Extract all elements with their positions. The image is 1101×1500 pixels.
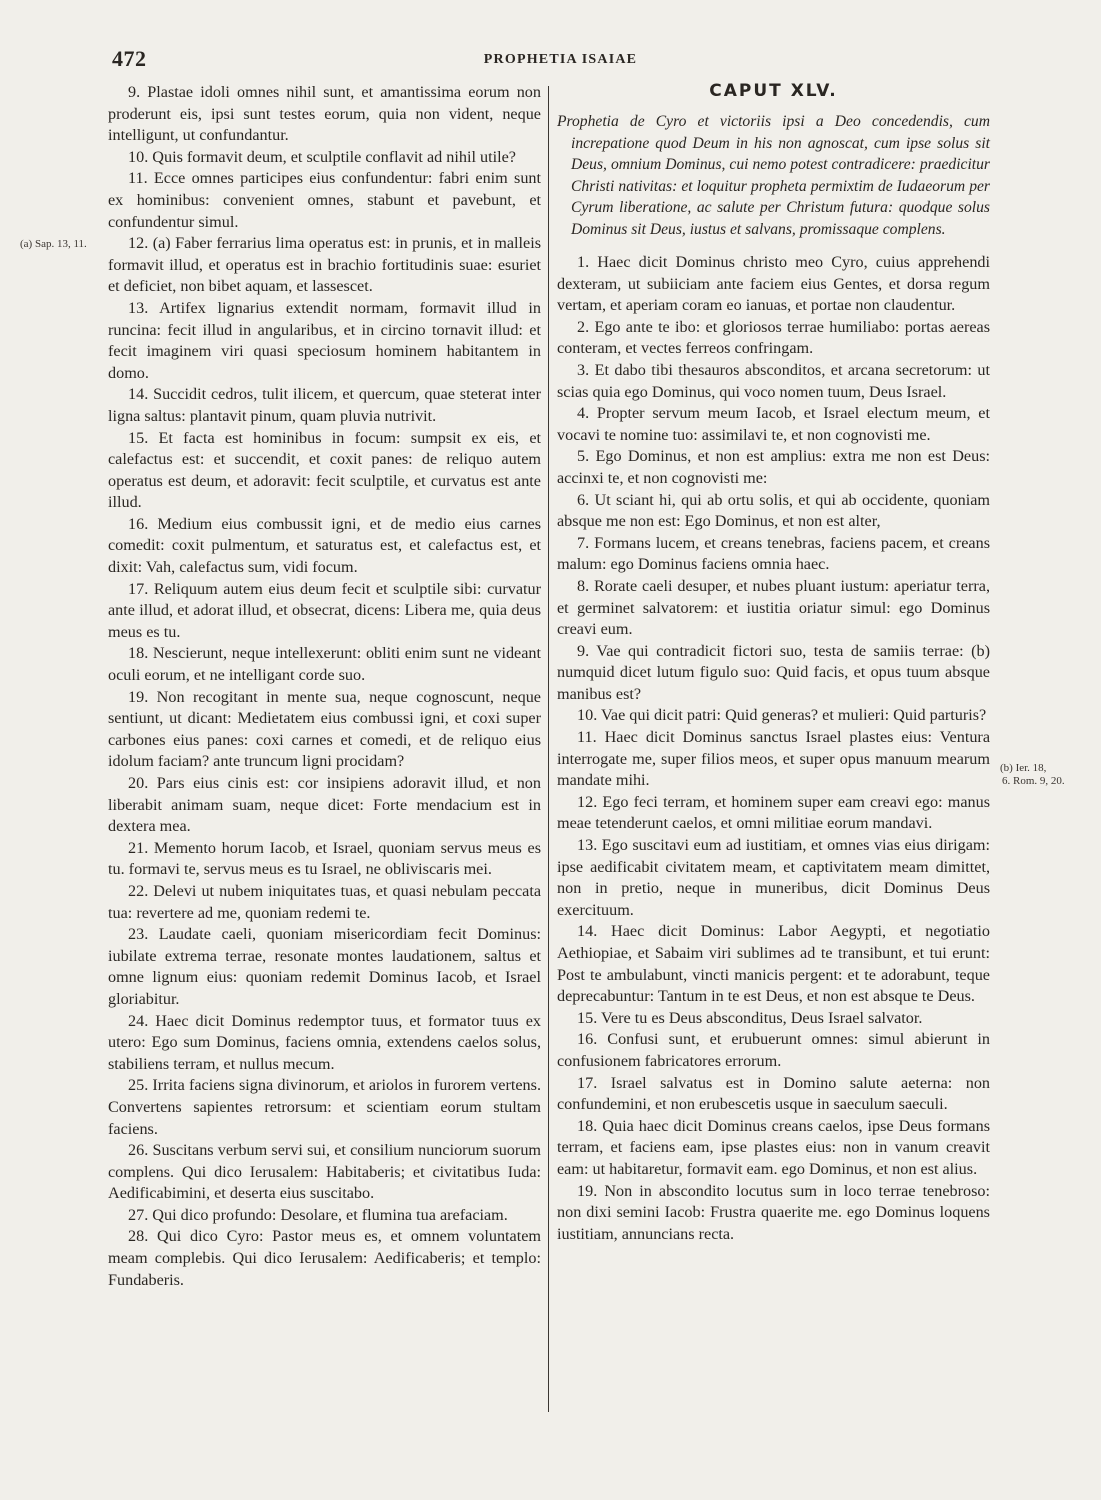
verse-text: Haec dicit Dominus redemptor tuus, et formator tuus ex utero: Ego sum Dominus, faciens omnia, extendens caelos solus, stabiliens terram, et nullus mecum. — [108, 1011, 541, 1073]
verse — [108, 773, 541, 838]
verse — [108, 687, 541, 773]
verse — [108, 1226, 541, 1291]
chapter-title: CAPUT XLV. — [709, 81, 838, 101]
verse-text: Haec dicit Dominus christo meo Cyro, cuius apprehendi dexteram, ut subiiciam ante faciem eius Gentes, et dorsa regum vertam, et aperiam coram eo ianuas, et portae non claudentur. — [557, 253, 991, 315]
verse-number: 19. — [577, 1181, 598, 1200]
verse-text: Vae qui dicit patri: Quid generas? et mulieri: Quid parturis? — [601, 706, 987, 725]
margin-note-left: (a) Sap. 13, 11. — [20, 238, 87, 250]
verse-number: 23. — [128, 925, 149, 944]
verse — [557, 1116, 990, 1181]
verse-number: 3. — [577, 360, 590, 379]
chapter-summary: Prophetia de Cyro et victoriis ipsi a Deo concedendis, cum increpatione quod Deum in his non agnoscat, cum ipse solus sit Deus, omnium Dominus, cui nemo potest contradicere: praedicitur Christi nativitas: et loquitur propheta permixtim de Iudaeorum per Cyrum liberatione, ac salute per Christum futura: quodque solus Dominus sit Deus, iustus et salvans, promissaque complens. — [557, 113, 990, 238]
verse-text: Ego suscitavi eum ad iustitiam, et omnes vias eius dirigam: ipse aedificabit civitatem meam, et captivitatem meam dimittet, non in pretio, neque in muneribus, dicit Dominus Deus exercituum. — [557, 836, 990, 919]
verse — [557, 1029, 990, 1072]
verse-number: 12. — [577, 792, 598, 811]
right-column — [557, 80, 990, 1245]
verse-text: Non recogitant in mente sua, neque cognoscunt, neque sentiunt, ut dicant: Medietatem eius combussi igni, et coxi super carbones eius panes: coxi carnes et comedi, et de reliquo eius idolum faciam? ante truncum ligni procidam? — [108, 687, 541, 771]
verse — [557, 792, 990, 835]
verse-text: Confusi sunt, et erubuerunt omnes: simul abierunt in confusionem fabricatores errorum. — [557, 1030, 991, 1070]
verse — [557, 641, 990, 706]
verse — [557, 1181, 990, 1246]
verse — [108, 924, 541, 1010]
verse — [557, 1073, 990, 1116]
column-divider — [548, 86, 549, 1412]
verse-text: Et dabo tibi thesauros absconditos, et arcana secretorum: ut scias quia ego Dominus, qui voco nomen tuum, Deus Israel. — [557, 360, 990, 401]
verse-number: 16. — [128, 514, 149, 533]
verse-number: 28. — [128, 1227, 149, 1246]
verse — [557, 446, 990, 489]
verse-text: Ego ante te ibo: et gloriosos terrae humiliabo: portas aereas conteram, et vectes ferreos confringam. — [557, 317, 991, 358]
verse-text: Suscitans verbum servi sui, et consilium nunciorum suorum complens. Qui dico Ierusalem: Habitaberis; et civitatibus Iuda: Aedificabimini, et deserta eius suscitabo. — [108, 1141, 542, 1203]
verse — [108, 1140, 541, 1205]
verse-text: Non in abscondito locutus sum in loco terrae tenebroso: non dixi semini Iacob: Frustra quaerite me. ego Dominus loquens iustitiam, annuncians recta. — [557, 1181, 990, 1243]
verse-number: 2. — [577, 317, 590, 336]
verse-text: Formans lucem, et creans tenebras, faciens pacem, et creans malum: ego Dominus faciens omnia haec. — [557, 533, 991, 574]
verse-number: 19. — [128, 687, 149, 706]
verse-text: Propter servum meum Iacob, et Israel electum meum, et vocavi te nomine tuo: assimilavi te, et non cognovisti me. — [557, 404, 990, 444]
verse-number: 11. — [577, 728, 597, 747]
verse-number: 13. — [128, 298, 149, 317]
verse-text: Quia haec dicit Dominus creans caelos, ipse Deus formans terram, et faciens eam, ipse plastes eius: non in vanum creavit eam: ut habitaretur, formavit eam. ego Dominus, et non est alius. — [557, 1116, 991, 1178]
verse-number: 6. — [577, 490, 590, 509]
verse — [557, 576, 990, 641]
verse — [557, 835, 990, 921]
verse — [557, 490, 990, 533]
verse — [108, 298, 541, 384]
verse-text: Pars eius cinis est: cor insipiens adoravit illud, et non liberabit animam suam, neque dicet: Forte mendacium est in dextera mea. — [108, 774, 541, 836]
verse-text: Irrita faciens signa divinorum, et ariolos in furorem vertens. Convertens sapientes retrorsum: et scientiam eorum stultam faciens. — [108, 1076, 541, 1138]
verse — [108, 233, 541, 298]
verse — [108, 168, 541, 233]
verse-text: Quis formavit deum, et sculptile conflavit ad nihil utile? — [152, 147, 516, 166]
verse-text: Haec dicit Dominus sanctus Israel plastes eius: Ventura interrogate me, super filios meos, et super opus manuum mearum mandate mihi. — [557, 728, 991, 790]
verse-number: 1. — [577, 253, 590, 271]
verse — [557, 921, 990, 1007]
verse — [108, 147, 541, 169]
verse-number: 10. — [128, 147, 149, 166]
verse — [108, 838, 541, 881]
margin-note-right-line1: (b) Ier. 18, — [1000, 762, 1047, 774]
verse — [108, 881, 541, 924]
verse-number: 16. — [577, 1030, 598, 1049]
verse-number: 25. — [128, 1076, 149, 1095]
page-number: 472 — [112, 46, 147, 71]
verse-text: Israel salvatus est in Domino salute aeterna: non confundemini, et non erubescetis usque in saeculum saeculi. — [557, 1073, 991, 1114]
verse — [108, 1205, 541, 1227]
verse-text: Et facta est hominibus in focum: sumpsit ex eis, et calefactus est: et succendit, et coxit panes: de reliquo autem operatus est deum, et adoravit: fecit sculptile, et curvatus est ante illud. — [108, 428, 542, 512]
verse-text: Plastae idoli omnes nihil sunt, et amantissima eorum non proderunt eis, ipsi sunt testes eorum, quia non vident, neque intelligunt, ut confundantur. — [108, 83, 541, 145]
verse-text: Reliquum autem eius deum fecit et sculptile sibi: curvatur ante illud, et adorat illud, et obsecrat, dicens: Libera me, quia deus meus es tu. — [108, 579, 542, 641]
verse-text: Medium eius combussit igni, et de medio eius carnes comedit: coxit pulmentum, et saturatus est, et calefactus est, et dixit: Vah, calefactus sum, vidi focum. — [108, 514, 541, 577]
verse-number: 4. — [577, 404, 590, 423]
verse — [557, 252, 990, 317]
verse-number: 9. — [577, 641, 590, 660]
verse — [108, 384, 541, 427]
verse-number: 15. — [128, 428, 149, 447]
verse-text: Delevi ut nubem iniquitates tuas, et quasi nebulam peccata tua: revertere ad me, quoniam redemi te. — [108, 881, 542, 922]
verse-number: 21. — [128, 838, 149, 857]
verse-number: 24. — [128, 1011, 149, 1030]
verse-number: 11. — [128, 169, 148, 188]
verse-number: 14. — [128, 385, 149, 404]
verse-number: 17. — [577, 1073, 598, 1092]
verse — [108, 514, 541, 579]
verse-text: Haec dicit Dominus: Labor Aegypti, et negotiatio Aethiopiae, et Sabaim viri sublimes ad te transibunt, et tui erunt: Post te ambulabunt, vincti manicis pergent: et te adorabunt, teque deprecabuntur: Tantum in te est Deus, et non est absque te Deus. — [557, 922, 991, 1006]
verse-number: 15. — [577, 1008, 598, 1027]
verse-number: 9. — [128, 83, 141, 101]
verse — [108, 428, 541, 514]
verse-number: 12. — [128, 234, 149, 253]
verse-text: Ego feci terram, et hominem super eam creavi ego: manus meae tetenderunt caelos, et omni militiae eorum mandavi. — [557, 792, 991, 833]
verse-number: 22. — [128, 881, 149, 900]
verse-number: 10. — [577, 706, 598, 725]
verse-number: 18. — [128, 644, 149, 663]
verse — [557, 360, 990, 403]
verse — [557, 317, 990, 360]
verse-text: Qui dico profundo: Desolare, et flumina tua arefaciam. — [152, 1205, 508, 1224]
verse-number: 20. — [128, 774, 149, 792]
margin-note-right — [1000, 762, 1095, 788]
verse-number: 14. — [577, 922, 598, 941]
verse — [108, 1011, 541, 1076]
verse-number: 7. — [577, 533, 590, 552]
verse-number: 18. — [577, 1116, 598, 1135]
verse — [108, 1075, 541, 1140]
verse — [108, 579, 541, 644]
verse-number: 17. — [128, 579, 149, 598]
verse-number: 27. — [128, 1205, 149, 1224]
verse-number: 8. — [577, 576, 590, 595]
verse-text: Vere tu es Deus absconditus, Deus Israel salvator. — [601, 1008, 923, 1027]
verse-text: (a) Faber ferrarius lima operatus est: in prunis, et in malleis formavit illud, et operatus est in brachio fortitudinis suae: esuriet et deficiet, non bibet aquam, et lassescet. — [108, 234, 541, 296]
verse — [108, 82, 541, 147]
verse-text: Ego Dominus, et non est amplius: extra me non est Deus: accinxi te, et non cognovisti me: — [557, 447, 991, 487]
verse-text: Rorate caeli desuper, et nubes pluant iustum: aperiatur terra, et germinet salvatorem: et iustitia oriatur simul: ego Dominus creavi eum. — [557, 576, 990, 639]
verse-text: Ecce omnes participes eius confundentur: fabri enim sunt ex hominibus: convenient omnes, stabunt et pavebunt, et confundentur simul. — [108, 169, 542, 231]
verse-text: Vae qui contradicit fictori suo, testa de samiis terrae: (b) numquid dicet lutum figulo suo: Quid facis, et opus tuum absque manibus est? — [557, 641, 990, 703]
verse-number: 13. — [577, 836, 598, 855]
running-head: PROPHETIA ISAIAE — [483, 52, 638, 67]
verse-text: Laudate caeli, quoniam misericordiam fecit Dominus: iubilate extrema terrae, resonate montes laudationem, saltus et omne lignum eius: quoniam redemit Dominus Iacob, et Israel gloriabitur. — [108, 925, 541, 1008]
verse — [557, 705, 990, 727]
verse-text: Ut sciant hi, qui ab ortu solis, et qui ab occidente, quoniam absque me non est: Ego Dominus, et non est alter, — [557, 490, 991, 531]
verse-text: Succidit cedros, tulit ilicem, et quercum, quae steterat inter ligna saltus: plantavit pinum, quam pluvia nutrivit. — [108, 385, 542, 425]
margin-note-right-line2: 6. Rom. 9, 20. — [1002, 775, 1065, 787]
verse — [557, 533, 990, 576]
verse-text: Artifex lignarius extendit normam, formavit illud in runcina: fecit illud in angularibus, et in circino tornavit illud: et fecit imaginem viri quasi speciosum hominem habitantem in domo. — [108, 298, 541, 382]
left-column — [108, 82, 541, 1291]
verse — [108, 643, 541, 686]
verse — [557, 727, 990, 792]
verse-text: Nescierunt, neque intellexerunt: obliti enim sunt ne videant oculi eorum, et ne intelligant corde suo. — [108, 644, 542, 685]
verse-text: Memento horum Iacob, et Israel, quoniam servus meus es tu. formavi te, servus meus es tu Israel, ne obliviscaris mei. — [108, 838, 542, 879]
right-verses — [557, 252, 990, 1245]
verse — [557, 1008, 990, 1030]
verse-number: 5. — [577, 447, 590, 466]
verse — [557, 403, 990, 446]
verse-text: Qui dico Cyro: Pastor meus es, et omnem voluntatem meam complebis. Qui dico Ierusalem: Aedificaberis; et templo: Fundaberis. — [108, 1227, 542, 1289]
verse-number: 26. — [128, 1141, 149, 1160]
